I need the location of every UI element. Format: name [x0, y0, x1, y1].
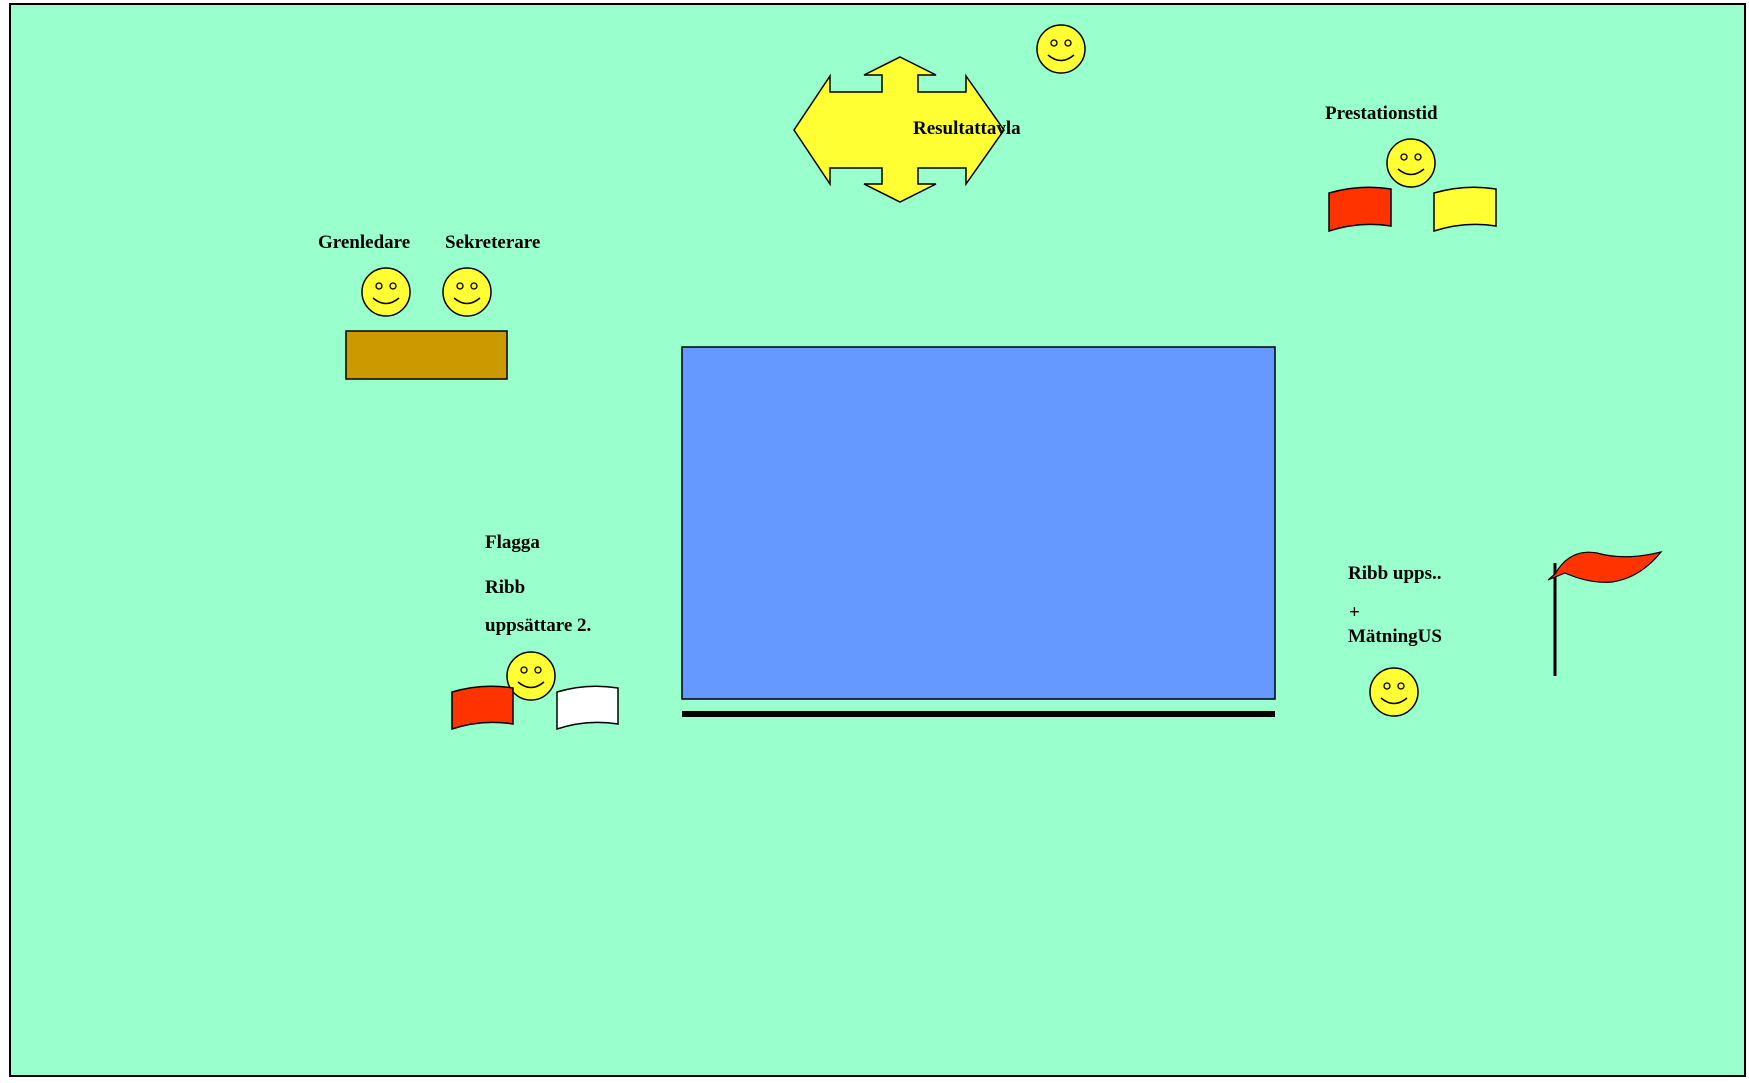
performance-time-label: Prestationstid [1325, 103, 1438, 124]
smiley-face-icon [507, 652, 555, 700]
judges-table [346, 331, 507, 379]
takeoff-line [682, 711, 1275, 717]
bar-setter-2-label-line2: uppsättare 2. [485, 615, 592, 636]
measurement-label: MätningUS [1348, 626, 1442, 647]
yellow-flag-icon [1434, 187, 1496, 231]
landing-area [682, 347, 1275, 699]
white-flag-icon [557, 686, 618, 729]
bar-setter-1-label: Ribb upps.. [1348, 563, 1442, 584]
smiley-face-icon [362, 268, 410, 316]
smiley-face-icon [1370, 668, 1418, 716]
smiley-face-icon [443, 268, 491, 316]
flag-label: Flagga [485, 532, 540, 553]
smiley-face-icon [1387, 139, 1435, 187]
bar-setter-2-label-line1: Ribb [485, 577, 526, 598]
red-flag-icon [452, 686, 513, 729]
secretary-label: Sekreterare [445, 232, 541, 253]
smiley-face-icon [1037, 25, 1085, 73]
scoreboard-label: Resultattavla [913, 118, 1021, 139]
plus-label: + [1349, 602, 1360, 623]
red-flag-icon [1329, 187, 1391, 231]
event-leader-label: Grenledare [318, 232, 411, 253]
